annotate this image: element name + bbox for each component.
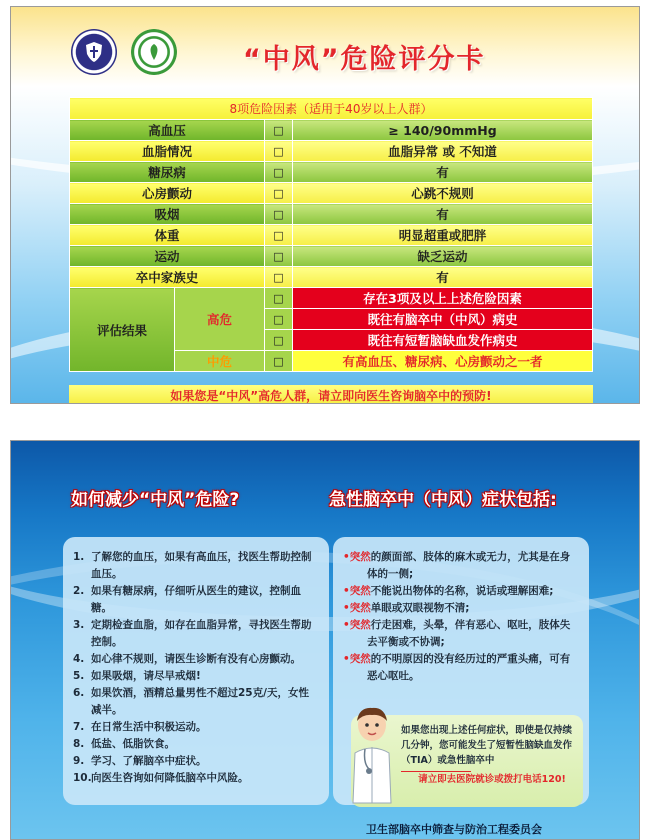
list-item [73,617,319,651]
evaluation-checkbox[interactable]: □ [265,288,293,309]
factor-name: 糖尿病 [70,162,265,183]
doctor-icon [345,703,399,811]
prevention-list [73,549,319,787]
bullet-icon: • [343,602,350,614]
bullet-icon: • [343,619,350,631]
symptom-keyword: 突然 [349,602,371,614]
factor-name: 心房颤动 [70,183,265,204]
tip-text: 低盐、低脂饮食。 [91,738,175,750]
factor-name: 血脂情况 [70,141,265,162]
tip-number: 7. [73,721,85,733]
issuer-footer: 卫生部脑卒中筛查与防治工程委员会 [366,823,542,836]
list-item [343,583,579,600]
tip-text: 如果饮酒，酒精总量男性不超过25克/天，女性减半。 [91,687,309,716]
list-item [73,685,319,719]
tip-number: 4. [73,653,85,665]
evaluation-label: 评估结果 [70,288,175,372]
tip-text: 如心律不规则，请医生诊断有没有心房颤动。 [91,653,301,665]
factor-checkbox[interactable]: □ [265,183,293,204]
tip-number: 3. [73,619,85,631]
table-row [70,246,593,267]
factor-condition: 有 [293,162,593,183]
factor-checkbox[interactable]: □ [265,246,293,267]
tip-text: 了解您的血压，如果有高血压，找医生帮助控制血压。 [91,551,312,580]
health-ministry-logo-icon [71,29,117,75]
table-header: 8项危险因素（适用于40岁以上人群） [70,98,593,120]
symptoms-title: 急性脑卒中（中风）症状包括: [329,490,557,510]
table-row [70,225,593,246]
list-item [73,719,319,736]
mid-risk-criterion: 有高血压、糖尿病、心房颤动之一者 [293,351,593,372]
factor-checkbox[interactable]: □ [265,120,293,141]
table-row [70,183,593,204]
symptom-text: 单眼或双眼视物不清; [370,602,470,614]
shield-icon [81,39,107,65]
notice-text: 如果您出现上述任何症状，即使是仅持续几分钟，您可能发生了短暂性脑缺血发作（TIA）或急性脑卒中 [401,725,573,766]
list-item [73,583,319,617]
tip-text: 在日常生活中积极运动。 [91,721,207,733]
factor-name: 高血压 [70,120,265,141]
factor-condition: 血脂异常 或 不知道 [293,141,593,162]
factor-name: 卒中家族史 [70,267,265,288]
symptom-keyword: 突然 [349,619,371,631]
evaluation-checkbox[interactable]: □ [265,309,293,330]
symptom-text: 的不明原因的没有经历过的严重头痛，可有恶心呕吐。 [367,653,571,682]
leaf-icon [141,39,167,65]
tip-number: 6. [73,687,85,699]
prevention-panel [63,537,329,805]
symptom-text: 的颜面部、肢体的麻木或无力，尤其是在身体的一侧; [367,551,571,580]
back-card [10,440,640,840]
tip-number: 1. [73,551,85,563]
factor-checkbox[interactable]: □ [265,162,293,183]
tip-number: 10. [73,772,92,784]
table-row [70,162,593,183]
symptom-text: 不能说出物体的名称，说话或理解困难; [370,585,554,597]
mid-risk-label: 中危 [175,351,265,372]
bullet-icon: • [343,585,350,597]
notice-call-to-action: 请立即去医院就诊或拨打电话120! [418,774,566,785]
symptom-text: 行走困难，头晕，伴有恶心、呕吐，肢体失去平衡或不协调; [367,619,571,648]
tip-text: 定期检查血脂，如存在血脂异常，寻找医生帮助控制。 [91,619,312,648]
tip-number: 5. [73,670,85,682]
tip-number: 8. [73,738,85,750]
factor-condition: 明显超重或肥胖 [293,225,593,246]
list-item [73,668,319,685]
risk-factor-table [69,97,593,372]
high-risk-criterion: 存在3项及以上上述危险因素 [293,288,593,309]
table-row [70,288,593,309]
factor-name: 体重 [70,225,265,246]
front-card [10,6,640,404]
tip-number: 2. [73,585,85,597]
bullet-icon: • [343,551,350,563]
notice-box [351,715,583,807]
bullet-icon: • [343,653,350,665]
high-risk-criterion: 既往有短暂脑缺血发作病史 [293,330,593,351]
tip-number: 9. [73,755,85,767]
tip-text: 如果有糖尿病，仔细听从医生的建议，控制血糖。 [91,585,301,614]
list-item [343,617,579,651]
factor-name: 运动 [70,246,265,267]
tip-text: 如果吸烟，请尽早戒烟! [91,670,201,682]
tip-text: 向医生咨询如何降低脑卒中风险。 [91,772,249,784]
symptom-list [343,549,579,685]
list-item [73,736,319,753]
card-title: “中风”危险评分卡 [243,44,486,75]
table-row [70,120,593,141]
list-item [343,651,579,685]
factor-condition: 心跳不规则 [293,183,593,204]
list-item [73,651,319,668]
table-row [70,204,593,225]
factor-checkbox[interactable]: □ [265,204,293,225]
high-risk-label: 高危 [175,288,265,351]
factor-checkbox[interactable]: □ [265,141,293,162]
factor-checkbox[interactable]: □ [265,267,293,288]
tip-text: 学习、了解脑卒中症状。 [91,755,207,767]
symptom-keyword: 突然 [349,585,371,597]
factor-name: 吸烟 [70,204,265,225]
factor-checkbox[interactable]: □ [265,225,293,246]
table-row [70,141,593,162]
stroke-committee-logo-icon [131,29,177,75]
list-item [343,600,579,617]
evaluation-checkbox[interactable]: □ [265,351,293,372]
list-item [343,549,579,583]
symptom-keyword: 突然 [349,653,371,665]
list-item [73,770,319,787]
factor-condition: 有 [293,267,593,288]
evaluation-checkbox[interactable]: □ [265,330,293,351]
prevention-title: 如何减少“中风”危险? [71,490,240,510]
factor-condition: ≥ 140/90mmHg [293,120,593,141]
symptoms-panel [333,537,589,805]
list-item [73,549,319,583]
symptom-keyword: 突然 [349,551,371,563]
factor-condition: 有 [293,204,593,225]
list-item [73,753,319,770]
factor-condition: 缺乏运动 [293,246,593,267]
high-risk-criterion: 既往有脑卒中（中风）病史 [293,309,593,330]
front-footer-warning: 如果您是“中风”高危人群，请立即向医生咨询脑卒中的预防! [69,385,593,404]
table-row [70,267,593,288]
